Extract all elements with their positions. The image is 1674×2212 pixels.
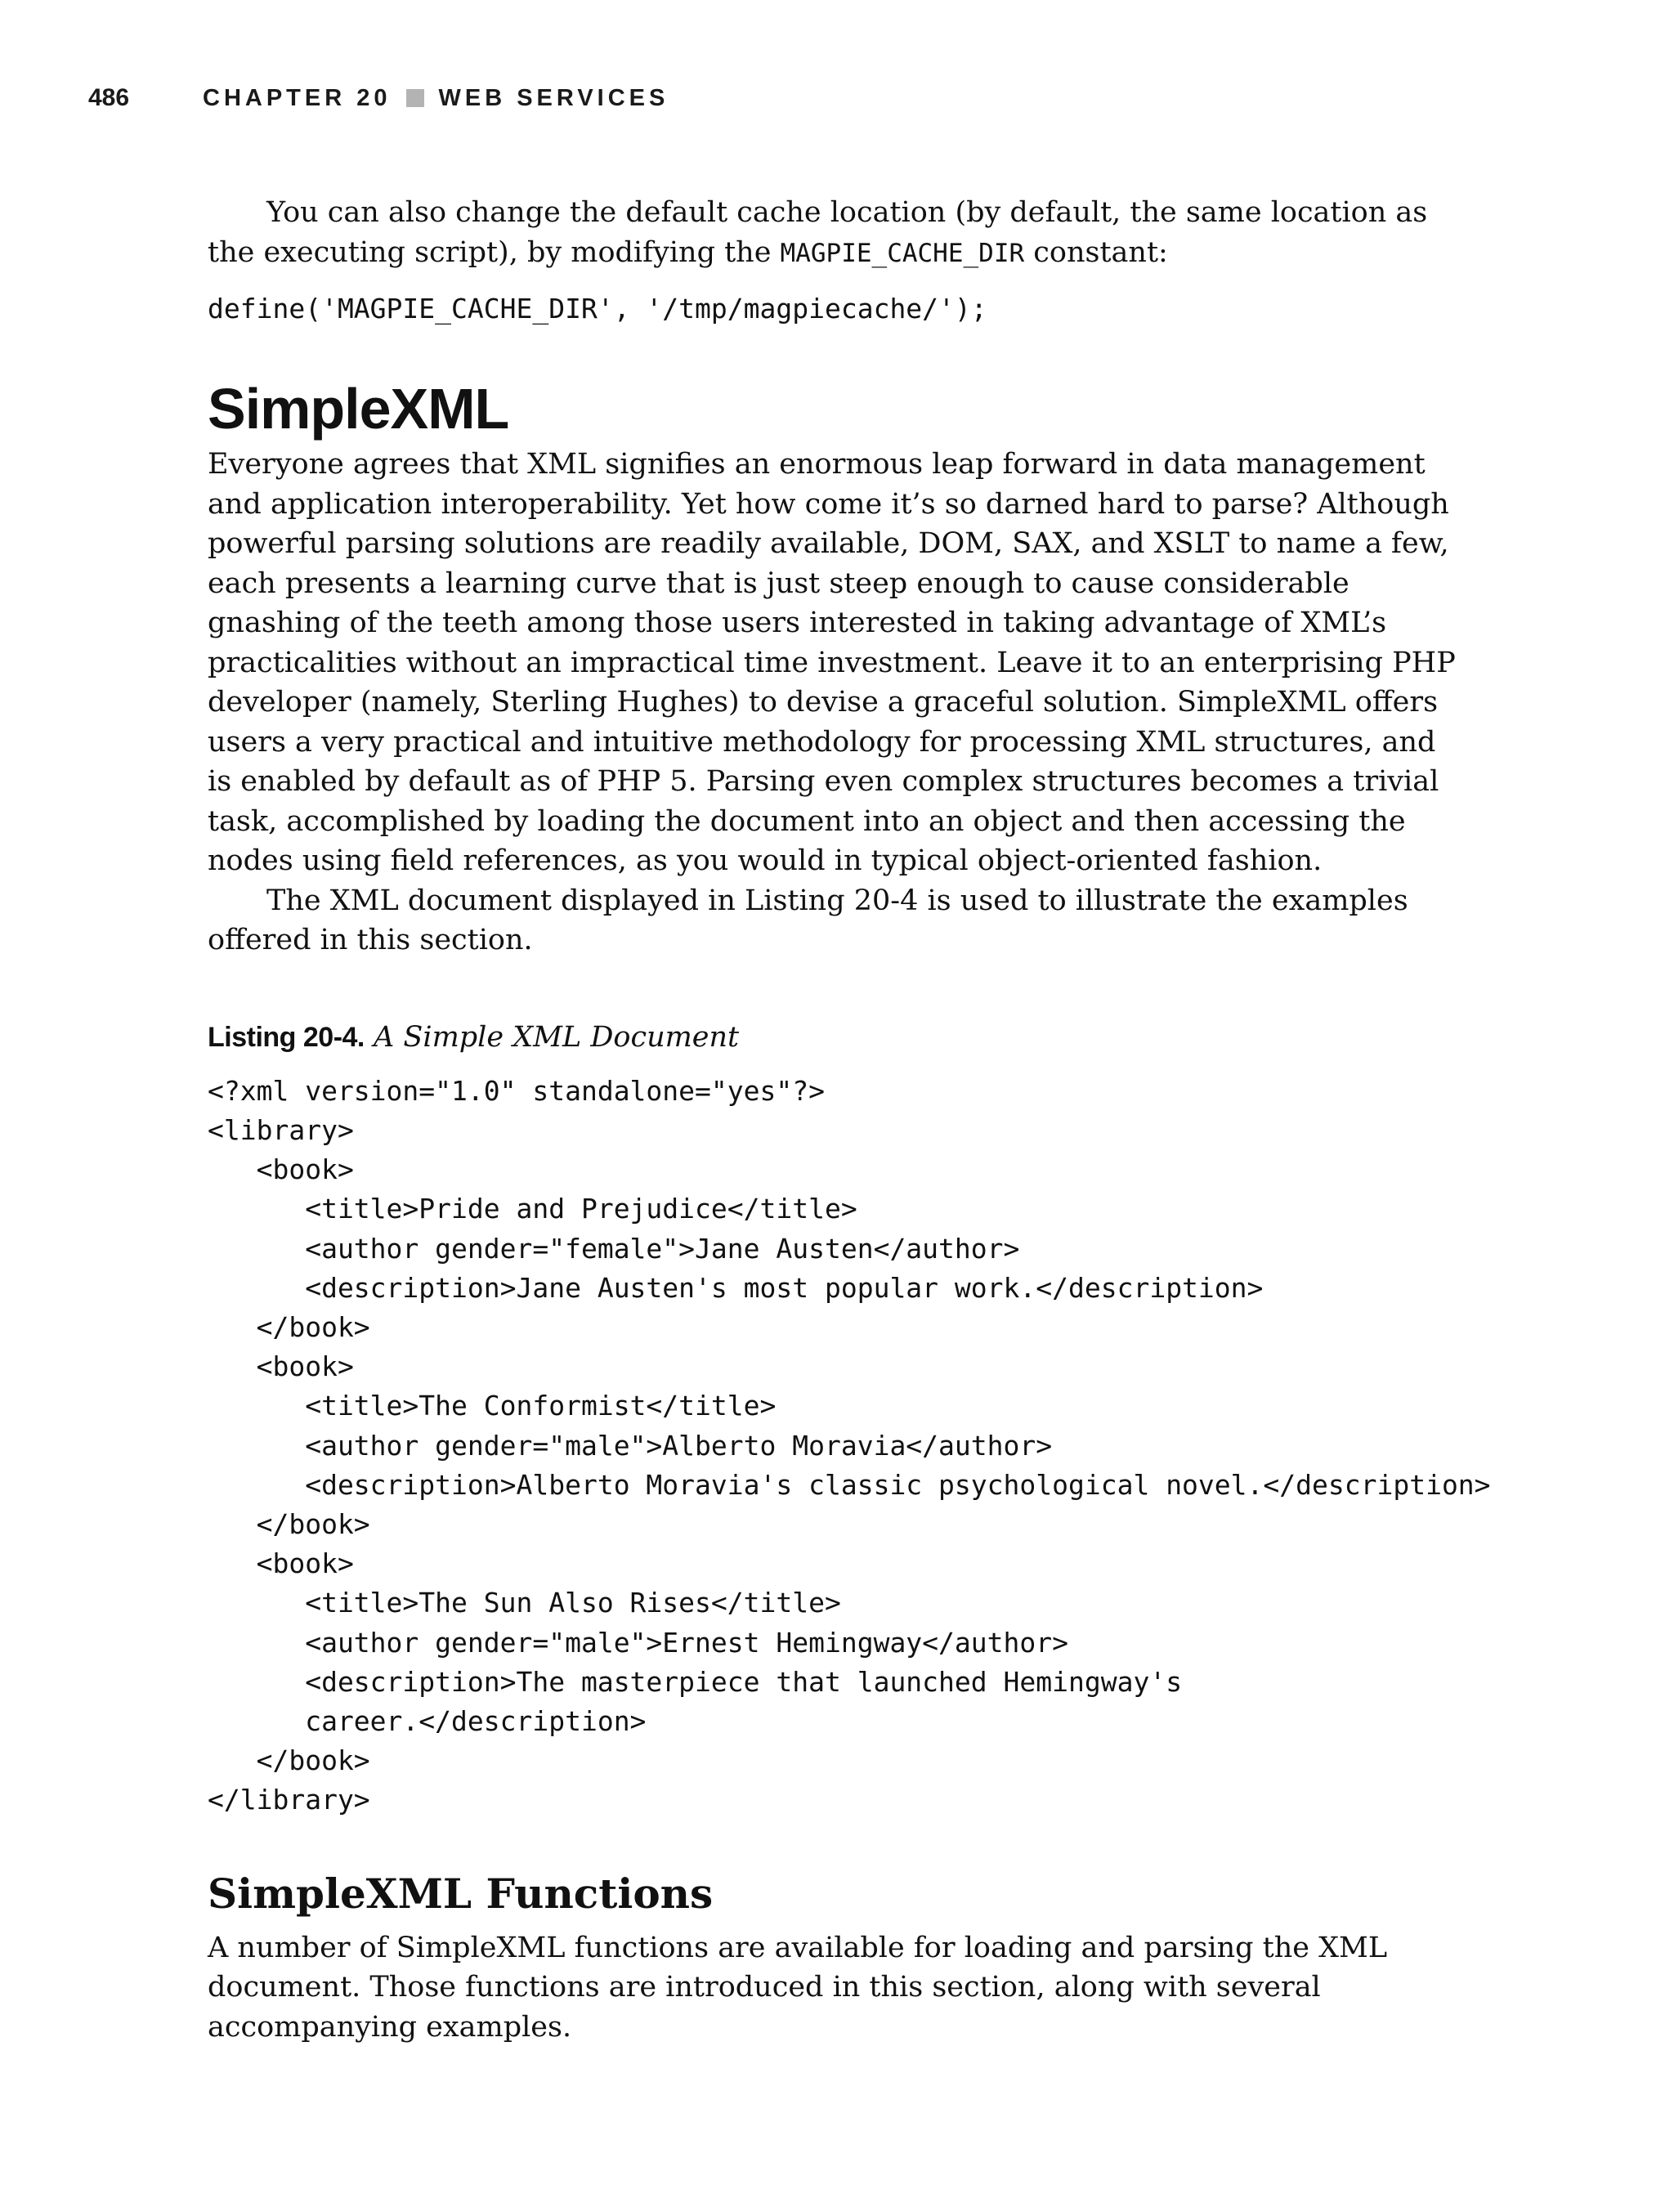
code-line: </book> — [208, 1310, 370, 1343]
code-line: </book> — [208, 1744, 370, 1777]
code-line: <?xml version="1.0" standalone="yes"?> — [208, 1074, 825, 1107]
subsection-heading: SimpleXML Functions — [208, 1869, 714, 1918]
code-line: </book> — [208, 1507, 370, 1540]
listing-caption — [208, 1018, 1463, 1057]
chapter-label: CHAPTER 20 — [203, 84, 392, 111]
intro-paragraph — [208, 193, 1463, 273]
code-line: <title>The Conformist</title> — [208, 1390, 777, 1422]
code-line: <author gender="male">Ernest Hemingway</author> — [208, 1626, 1068, 1659]
code-line: <author gender="male">Alberto Moravia</author> — [208, 1429, 1053, 1462]
code-line: <book> — [208, 1153, 354, 1186]
code-line: <book> — [208, 1547, 354, 1580]
code-listing — [208, 1072, 1491, 1820]
define-code-line: define('MAGPIE_CACHE_DIR', '/tmp/magpiecache/'); — [208, 293, 987, 325]
intro-text-before: You can also change the default cache location (by default, the same location as the executing script), by modifying the — [208, 196, 1428, 269]
simplexml-paragraph-1: Everyone agrees that XML signifies an enormous leap forward in data management and application interoperability. Yet how come it’s so darned hard to parse? Although powerful parsing solutions are readily available, DOM, SAX, and XSLT to name a few, each presents a learning curve that is just steep enough to cause considerable gnashing of the teeth among those users interested in taking advantage of XML’s practicalities without an impractical time investment. Leave it to an enterprising PHP developer (namely, Sterling Hughes) to devise a graceful solution. SimpleXML offers users a very practical and intuitive methodology for processing XML structures, and is enabled by default as of PHP 5. Parsing even complex structures becomes a trivial task, accomplished by loading the document into an object and then accessing the nodes using field references, as you would in typical object-oriented fashion. — [208, 448, 1456, 878]
code-line: <description>The masterpiece that launched Hemingway's — [208, 1665, 1183, 1698]
functions-paragraph: A number of SimpleXML functions are available for loading and parsing the XML document. Those functions are introduced in this section, along with several accompanying examples. — [208, 1931, 1388, 2044]
running-header — [88, 80, 669, 116]
header-square-icon — [406, 89, 424, 107]
listing-label: Listing 20-4. — [208, 1021, 365, 1053]
code-line: career.</description> — [208, 1704, 647, 1737]
code-line: <description>Jane Austen's most popular work.</description> — [208, 1271, 1264, 1304]
code-line: <description>Alberto Moravia's classic psychological novel.</description> — [208, 1468, 1491, 1501]
section-label: WEB SERVICES — [438, 84, 669, 111]
code-line: <author gender="female">Jane Austen</author> — [208, 1232, 1020, 1265]
section-heading: SimpleXML — [208, 377, 509, 441]
intro-text-after: constant: — [1024, 235, 1168, 269]
page-content — [208, 188, 1491, 2047]
page-number: 486 — [88, 84, 130, 111]
listing-title: A Simple XML Document — [374, 1020, 740, 1054]
code-line: <library> — [208, 1113, 354, 1146]
inline-code-constant: MAGPIE_CACHE_DIR — [780, 238, 1025, 268]
simplexml-paragraph-2: The XML document displayed in Listing 20-4 is used to illustrate the examples offered in this section. — [208, 884, 1408, 957]
code-line: <book> — [208, 1350, 354, 1383]
code-line: <title>The Sun Also Rises</title> — [208, 1587, 841, 1619]
code-line: <title>Pride and Prejudice</title> — [208, 1193, 857, 1225]
code-line: </library> — [208, 1784, 370, 1816]
